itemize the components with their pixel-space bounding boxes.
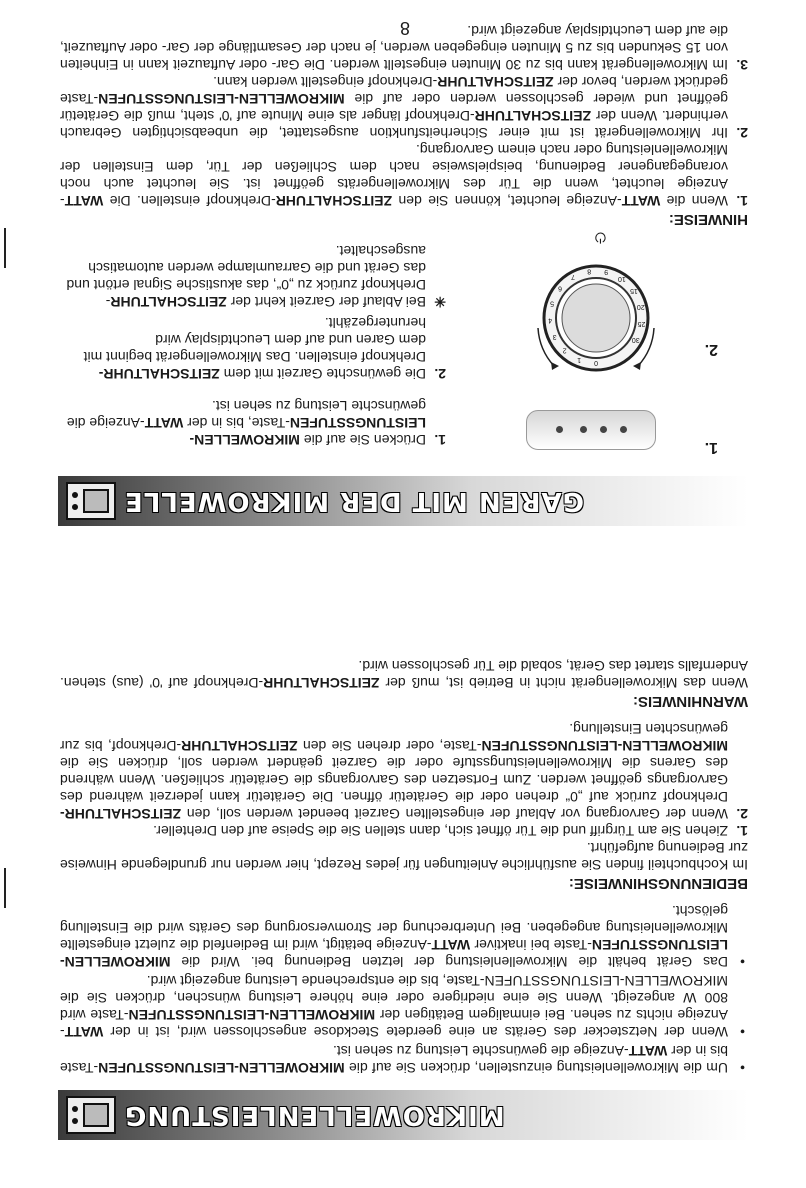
section-banner-mikrowellenleistung (58, 1090, 748, 1140)
dial-mark: 15 (630, 287, 638, 295)
dial-mark: 2 (562, 346, 567, 354)
section-banner-garen-mit-der-mikrowelle (58, 476, 748, 526)
bullet-item: • Um die Mikrowellenleistung einzustellen, drücken Sie auf die MIKROWELLEN-LEISTUNGSSTUFEN-Taste bis in der WATT-Anzeige die gewünschte Leistung zu sehen ist. (60, 1042, 748, 1076)
dial-mark: 5 (550, 299, 554, 307)
dial-mark: 1 (577, 355, 582, 363)
dial-mark: 20 (636, 302, 645, 310)
step1-text: 1. Drücken Sie auf die MIKROWELLEN-LEISTUNGSSTUFEN-Taste, bis in der WATT-Anzeige die gewünschte Leistung zu sehen ist. (66, 398, 446, 448)
hinweise-heading: HINWEISE: (668, 211, 748, 228)
dial-mark: 3 (552, 333, 557, 340)
margin-mark (4, 868, 6, 908)
timer-dial-illustration (526, 248, 666, 388)
margin-mark (4, 228, 6, 268)
note-item: 3. Im Mikrowellengerät kann bis zu 30 Minuten eingestellt werden. Die Gar- oder Auftauzeit kann in Einheiten von 15 Sekunden bis zu 5 Minuten eingegeben werden, je nach der Gesamtlänge der Gar- oder Auftauzeit, die auf dem Leuchtdisplay angezeigt wird. (60, 23, 748, 73)
dial-mark: 10 (618, 275, 626, 282)
section2-hints (60, 22, 748, 230)
note-item: 1. Wenn die WATT-Anzeige leuchtet, können Sie den ZEITSCHALTUHR-Drehknopf einstellen. Die WATT-Anzeige leuchtet, wenn die Tür des Mikrowellengeräts geöffnet ist. Sie leuchtet auch noch vorangegangener Bedienung, beispielsweise nach dem Schließen der Tür, dem Einstellen der Mikrowellenleistung oder nach einem Garvorgang. (60, 142, 748, 209)
figure-2-label: 2. (704, 341, 718, 358)
dial-mark: 7 (571, 273, 575, 281)
section-title: GAREN MIT DER MIKROWELLE (124, 486, 584, 516)
dial-mark: 9 (604, 268, 609, 276)
power-symbol-icon: ⏻ (594, 230, 606, 246)
dial-mark: 6 (558, 284, 562, 292)
hints-intro: Im Kochbuchteil finden Sie ausführliche Anleitungen für jedes Rezept, hier werden nur grundlegende Hinweise zur Bedienung aufgeführt. (60, 840, 748, 873)
section-title: MIKROWELLENLEISTUNG (124, 1100, 505, 1130)
bullet-item: • Das Gerät behält die Mikrowellenleistung der letzten Bedienung bei. Wird die MIKROWELLEN-LEISTUNGSSTUFEN-Taste bei inaktiver WATT-Anzeige betätigt, wird im Bedienfeld die zuletzt eingestellte Mikrowellenleistung angegeben. Bei Unterbrechung der Stromversorgung des Geräts wird die Einstellung gelöscht. (60, 902, 748, 970)
warnhinweis-heading: WARNHINWEIS: (633, 693, 748, 710)
hint-item: 1. Ziehen Sie am Türgriff und die Tür öffnet sich, dann stellen Sie die Speise auf den Drehteller. (153, 823, 748, 839)
warning-text: Wenn das Mikrowellengerät nicht in Betrieb ist, muß der ZEITSCHALTUHR-Drehknopf auf '0' (aus) stehen. Andernfalls startet das Gerät, sobald die Tür geschlossen wird. (59, 658, 748, 691)
microwave-oven-icon (66, 1096, 116, 1134)
dial-mark: 8 (587, 267, 592, 275)
dial-mark: 30 (631, 336, 640, 343)
hint-item: 2. Wenn der Garvorgang vor Ablauf der eingestellten Garzeit beendet werden soll, den ZEITSCHALTUHR-Drehknopf zurück auf „0“ drehen oder die Gerätetür öffnen. Die Gerätetür kann jederzeit während des Garvorgangs geöffnet werden. Zum Fortsetzen des Garvorgangs die Gerätetür schließen. Wenn während des Garens die Mikrowellenleistungsstufe oder die Garzeit geändert werden soll, drücken Sie die MIKROWELLEN-LEISTUNGSSTUFEN-Taste, oder drehen Sie den ZEITSCHALTUHR-Drehknopf, bis zur gewünschten Einstellung. (60, 721, 748, 822)
dial-mark: 0 (594, 359, 598, 366)
microwave-oven-icon (66, 482, 116, 520)
figure-1-label: 1. (704, 439, 718, 456)
step2-text: 2. Die gewünschte Garzeit mit dem ZEITSCHALTUHR-Drehknopf einstellen. Das Mikrowellengerät beginnt mit dem Garen und auf dem Leuchtdisplay wird heruntergezählt. ✳ Bei Ablauf der Garzeit kehrt der ZEITSCHALTUHR-Drehknopf zurück zu „0“, das akustische Signal ertönt und das Gerät und die Garraumlampe werden automatisch ausgeschaltet. (66, 243, 446, 382)
bedienungshinweise-heading: BEDIENUNGSHINWEISE: (568, 875, 748, 892)
bullet-item: • Wenn der Netzstecker des Geräts an eine geerdete Steckdose angeschlossen wird, ist in der WATT-Anzeige nichts zu sehen. Bei einmaligem Betätigen der MIKROWELLEN-LEISTUNGSSTUFEN-Taste wird 800 W angezeigt. Wenn Sie eine niedrigere oder eine höhere Leistung wünschen, drücken Sie die MIKROWELLEN-LEISTUNGSSTUFEN-Taste, bis die entsprechende Leistung angezeigt wird. (60, 972, 748, 1040)
section1-text (60, 657, 748, 1076)
power-button-panel-illustration (526, 410, 656, 450)
dial-mark: 4 (548, 316, 553, 324)
note-item: 2. Ihr Mikrowellengerät ist mit einer Sicherheitsfunktion ausgestattet, die unbeabsichtigten Gebrauch verhindert. Wenn der ZEITSCHALTUHR-Drehknopf länger als eine Minute auf '0' steht, muß die Gerätetür geöffnet und wieder geschlossen werden oder auf die MIKROWELLEN-LEISTUNGSSTUFEN-Taste gedrückt werden, bevor der ZEITSCHALTUHR-Drehknopf eingestellt werden kann. (60, 74, 748, 141)
page-number: 8 (399, 18, 410, 38)
dial-mark: 25 (637, 319, 646, 327)
